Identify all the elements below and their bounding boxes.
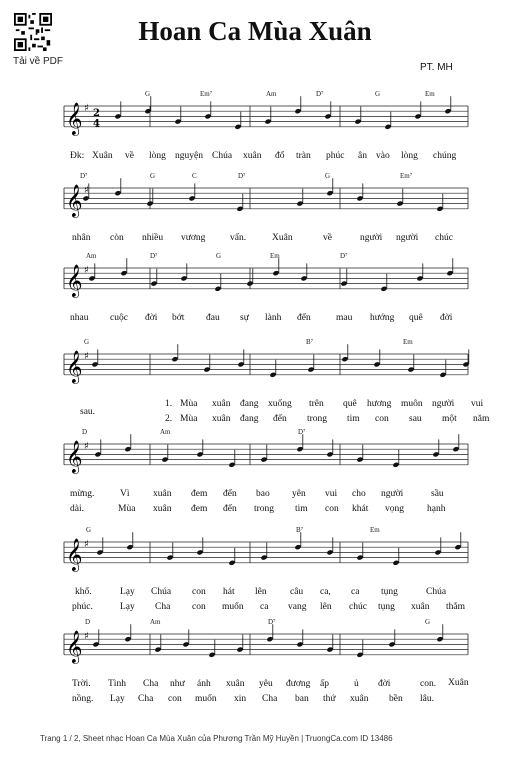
lyric-word: bền [389,694,403,704]
lyric-word: lòng [149,151,166,161]
staff-system [0,250,510,345]
lyric-word: muốn [222,602,244,612]
lyric-word: vui [471,399,484,409]
lyric-word: hương [367,399,392,409]
lyric-word: xuân [212,414,231,424]
lyric-word: con [375,414,389,424]
sharp-icon: ♯ [84,441,89,452]
lyric-word: cuộc [110,313,128,323]
treble-clef-icon: 𝄞 [66,440,83,473]
song-title: Hoan Ca Mùa Xuân [138,16,372,46]
chord-symbol: G [145,90,151,98]
lyric-word: lâu. [420,694,434,704]
lyric-word: Xuân [92,151,113,161]
chord-symbol: G [375,90,381,98]
lyric-word: người [381,489,404,499]
chord-symbol: G [150,172,156,180]
chord-symbol: G [325,172,331,180]
lyric-word: tim [347,414,360,424]
lyric-word: bớt [172,313,185,323]
lyric-word: dài. [70,504,84,514]
lyric-word: xuân [212,399,231,409]
lyric-word: sau. [80,407,96,417]
lyric-word: hướng [370,313,395,323]
chord-symbol: Em [403,338,413,346]
lyric-word: đổ [275,151,285,161]
lyric-word: vang [288,602,307,612]
lyric-word: ca, [320,587,331,597]
chord-symbol: Am [160,428,171,436]
lyric-word: Cha [138,694,154,704]
lyric-word: Mùa [180,414,198,424]
lyric-word: con [168,694,182,704]
staff [0,524,510,584]
lyric-word: như [170,679,185,689]
composer: PT. MH [420,62,453,73]
chord-symbol: D [85,618,91,626]
staff [0,336,510,396]
lyric-word: xuống [268,399,292,409]
lyric-word: câu [290,587,304,597]
chord-symbol: G [84,338,90,346]
chord-symbol: Em [425,90,435,98]
treble-clef-icon: 𝄞 [66,184,83,217]
lyric-word: về [323,233,332,243]
staff-system [0,336,510,431]
lyric-word: 2. [165,414,173,424]
treble-clef-icon: 𝄞 [66,350,83,383]
lyric-word: khát [352,504,369,514]
lyric-word: vọng [385,504,404,514]
lyric-word: ấp [320,679,329,689]
chord-symbol: B⁷ [296,526,304,534]
sharp-icon: ♯ [84,539,89,550]
lyric-word: tim [295,504,308,514]
lyric-word: đến [297,313,311,323]
lyric-word: ánh [197,679,211,689]
chord-symbol: Em [370,526,380,534]
lyric-word: Cha [262,694,278,704]
lyric-word: quê [343,399,357,409]
lyric-word: đến [273,414,287,424]
lyric-word: sự [240,313,249,323]
lyric-word: vào [376,151,390,161]
lyric-word: ân [358,151,367,161]
lyric-word: chúc [435,233,453,243]
chord-symbol: G [216,252,222,260]
lyric-word: 1. [165,399,173,409]
staff [0,426,510,486]
lyric-word: nồng. [72,694,94,704]
chord-symbol: Am [150,618,161,626]
lyric-word: Mùa [180,399,198,409]
lyric-word: lòng [401,151,418,161]
lyric-word: còn [110,233,124,243]
lyric-word: ca [351,587,360,597]
staff-system [0,616,510,711]
staff [0,170,510,230]
chord-symbol: Em [270,252,280,260]
lyric-word: nhau [70,313,89,323]
lyric-word: Chúa [151,587,172,597]
lyric-word: đời [378,679,391,689]
time-signature-top: 2 [93,108,100,119]
lyric-word: quê [409,313,423,323]
lyric-word: muốn [195,694,217,704]
lyric-word: Vì [120,489,130,499]
lyric-word: trong [307,414,328,424]
chord-symbol: D [82,428,88,436]
lyric-word: Cha [155,602,171,612]
lyric-word: Xuân [448,678,469,688]
lyric-word: xuân [226,679,245,689]
lyric-word: Lạy [110,694,125,704]
lyric-word: nguyện [175,151,203,161]
chord-symbol: Em⁷ [400,172,413,180]
lyric-word: xin [234,694,247,704]
download-pdf-link[interactable]: Tải về PDF [13,56,64,67]
lyric-word: một [442,414,457,424]
lyric-word: Tình [108,679,126,689]
lyric-word: ban [295,694,309,704]
lyric-word: con [325,504,339,514]
chord-symbol: Em⁷ [200,90,213,98]
chord-symbol: G [425,618,431,626]
lyric-word: con [192,587,206,597]
lyric-word: hạnh [427,504,446,514]
lyric-word: xuân [411,602,430,612]
treble-clef-icon: 𝄞 [66,630,83,663]
lyric-word: đau [206,313,220,323]
chord-symbol: D⁷ [80,172,88,180]
treble-clef-icon: 𝄞 [66,538,83,571]
lyric-word: hát [223,587,235,597]
lyric-word: tràn [296,151,311,161]
lyric-word: người [360,233,383,243]
chord-symbol: Am [86,252,97,260]
chord-symbol: D⁷ [238,172,246,180]
lyric-word: đến [223,504,237,514]
lyric-word: Chúa [212,151,233,161]
chord-symbol: B⁷ [306,338,314,346]
treble-clef-icon: 𝄞 [66,102,83,135]
lyric-word: Đk: [70,151,85,161]
lyric-word: chúc [349,602,367,612]
staff-system [0,426,510,521]
lyric-word: Trời. [72,679,91,689]
lyric-word: thắm [446,602,465,612]
lyric-word: xuân [153,504,172,514]
lyric-word: yêu [259,679,273,689]
sharp-icon: ♯ [84,103,89,114]
lyric-word: Lạy [120,587,135,597]
chord-symbol: G [86,526,92,534]
lyric-word: vui [325,489,338,499]
treble-clef-icon: 𝄞 [66,264,83,297]
chord-symbol: D⁷ [316,90,324,98]
lyric-word: con. [420,679,437,689]
lyric-word: Mùa [118,504,136,514]
lyric-word: Chúa [426,587,447,597]
chord-symbol: D⁷ [340,252,348,260]
lyric-word: vấn. [230,233,247,243]
lyric-word: đang [240,414,259,424]
chord-symbol: D⁷ [298,428,306,436]
lyric-word: đang [240,399,259,409]
lyric-word: đương [286,679,311,689]
lyric-word: ủ [354,679,359,689]
lyric-word: con [192,602,206,612]
lyric-word: vương [181,233,206,243]
lyric-word: Lạy [120,602,135,612]
chord-symbol: D⁷ [150,252,158,260]
lyric-word: phúc [326,151,345,161]
sharp-icon: ♯ [84,265,89,276]
lyric-word: tụng [378,602,395,612]
lyric-word: xuân [350,694,369,704]
lyric-word: trên [309,399,324,409]
lyric-word: đến [223,489,237,499]
lyric-word: mau [336,313,353,323]
lyric-word: đem [191,504,208,514]
sharp-icon: ♯ [84,631,89,642]
staff-system [0,524,510,619]
lyric-word: lên [255,587,267,597]
lyric-word: bao [256,489,270,499]
lyric-word: phúc. [72,602,93,612]
lyric-word: đời [145,313,158,323]
lyric-word: cho [352,489,366,499]
chord-symbol: D⁷ [268,618,276,626]
sharp-icon: ♯ [84,185,89,196]
lyric-word: xuân [153,489,172,499]
sharp-icon: ♯ [84,351,89,362]
chord-symbol: C [192,172,197,180]
lyric-word: chúng [433,151,457,161]
lyric-word: yên [292,489,306,499]
staff-system [0,88,510,183]
lyric-word: người [432,399,455,409]
time-signature-bottom: 4 [93,118,100,130]
lyric-word: lành [265,313,282,323]
lyric-word: thứ [323,694,336,704]
lyric-word: xuân [243,151,262,161]
lyric-word: muôn [401,399,423,409]
lyric-word: mừng. [70,489,95,499]
lyric-word: khổ. [75,587,92,597]
lyric-word: trong [254,504,275,514]
lyric-word: năm [473,414,490,424]
lyric-word: Xuân [272,233,293,243]
lyric-word: Cha [143,679,159,689]
lyric-word: sau [409,414,422,424]
lyric-word: nhiều [142,233,164,243]
staff [0,250,510,310]
page-footer: Trang 1 / 2, Sheet nhạc Hoan Ca Mùa Xuân của Phương Trần Mỹ Huyền | TruongCa.com ID 13486 [40,734,393,743]
lyric-word: về [125,151,134,161]
chord-symbol: Am [266,90,277,98]
lyric-word: người [396,233,419,243]
lyric-word: đời [440,313,453,323]
lyric-word: lên [320,602,332,612]
staff [0,616,510,676]
lyric-word: nhân [72,233,91,243]
lyric-word: ca [260,602,269,612]
lyric-word: tụng [381,587,398,597]
lyric-word: đem [191,489,208,499]
lyric-word: sầu [431,489,444,499]
